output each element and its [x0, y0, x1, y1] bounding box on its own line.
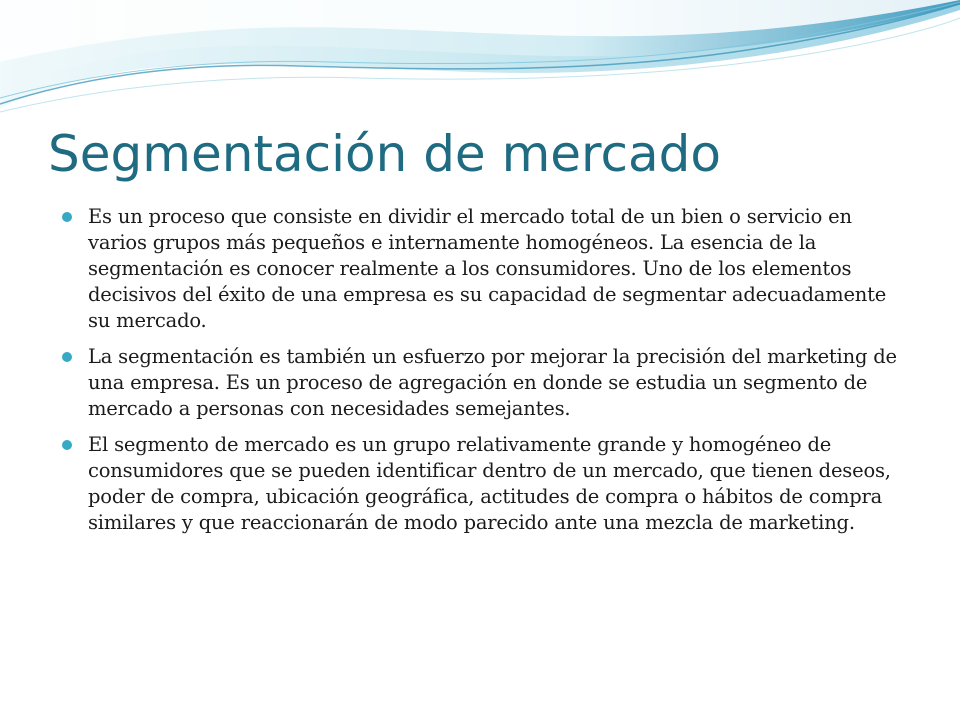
- bullet-text: El segmento de mercado es un grupo relativamente grande y homogéneo de consumidores que se pueden identificar dentro de un mercado, que tienen deseos, poder de compra, ubicación geográfica, actitudes de compra o hábitos de compra similares y que reaccionarán de modo parecido ante una mezcla de marketing.: [88, 433, 891, 534]
- bullet-text: La segmentación es también un esfuerzo por mejorar la precisión del marketing de una empresa. Es un proceso de agregación en donde se estudia un segmento de mercado a personas con necesidades semejantes.: [88, 345, 897, 420]
- bullet-text: Es un proceso que consiste en dividir el mercado total de un bien o servicio en varios grupos más pequeños e internamente homogéneos. La esencia de la segmentación es conocer realmente a los consumidores. Uno de los elementos decisivos del éxito de una empresa es su capacidad de segmentar adecuadamente su mercado.: [88, 205, 887, 332]
- bullet-dot-icon: [62, 440, 72, 450]
- bullet-list: [62, 204, 902, 546]
- bullet-dot-icon: [62, 212, 72, 222]
- bullet-item: [62, 432, 902, 536]
- bullet-item: [62, 204, 902, 334]
- slide-title: Segmentación de mercado: [48, 125, 721, 183]
- header-wave-decoration: [0, 0, 960, 120]
- bullet-item: [62, 344, 902, 422]
- bullet-dot-icon: [62, 352, 72, 362]
